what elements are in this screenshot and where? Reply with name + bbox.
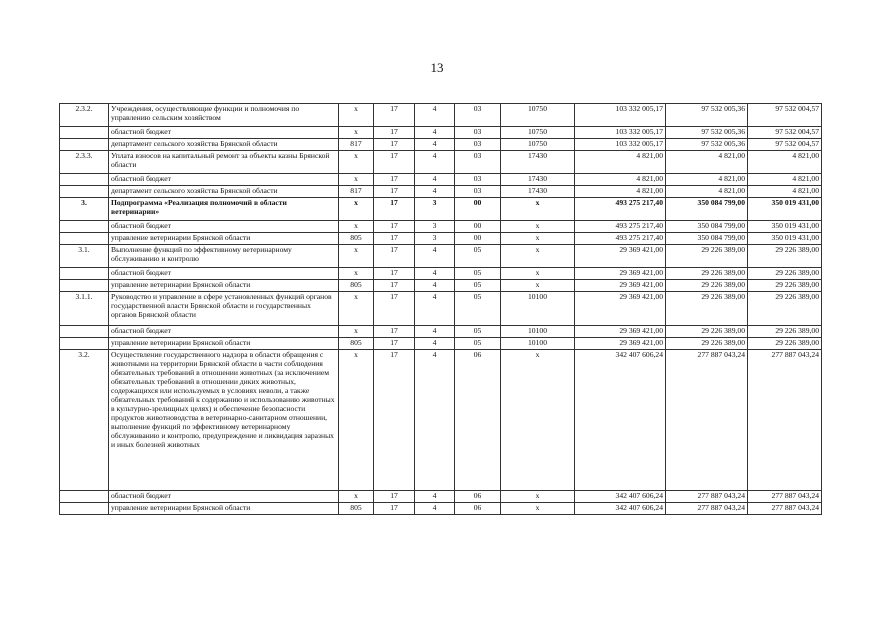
amount-year1-cell: 29 369 421,00	[575, 326, 666, 338]
grbs-cell: x	[339, 491, 374, 503]
program-cell: 17	[374, 350, 415, 491]
main-activity-cell: 00	[455, 198, 501, 221]
grbs-cell: 817	[339, 186, 374, 198]
program-cell: 17	[374, 326, 415, 338]
table-row	[60, 491, 822, 503]
row-name-cell: департамент сельского хозяйства Брянской области	[109, 139, 339, 151]
table-row	[60, 245, 822, 268]
grbs-cell: 805	[339, 338, 374, 350]
row-name-cell: областной бюджет	[109, 491, 339, 503]
row-number-cell	[60, 338, 109, 350]
amount-year1-cell: 103 332 005,17	[575, 127, 666, 139]
amount-year1-cell: 29 369 421,00	[575, 292, 666, 326]
table-row	[60, 174, 822, 186]
grbs-cell: x	[339, 292, 374, 326]
amount-year1-cell: 493 275 217,40	[575, 198, 666, 221]
amount-year3-cell: 97 532 004,57	[748, 104, 822, 127]
amount-year2-cell: 29 226 389,00	[666, 338, 748, 350]
row-number-cell	[60, 221, 109, 233]
subprogram-type-cell: 4	[415, 174, 455, 186]
subprogram-type-cell: 4	[415, 503, 455, 515]
row-name-cell: Руководство и управление в сфере установленных функций органов государственной власти Брянской области и государственных органов Брянской области	[109, 292, 339, 326]
row-name-cell: Учреждения, осуществляющие функции и полномочия по управлению сельским хозяйством	[109, 104, 339, 127]
grbs-cell: 805	[339, 503, 374, 515]
subprogram-type-cell: 4	[415, 292, 455, 326]
amount-year2-cell: 277 887 043,24	[666, 491, 748, 503]
grbs-cell: 817	[339, 139, 374, 151]
amount-year2-cell: 97 532 005,36	[666, 104, 748, 127]
main-activity-cell: 06	[455, 491, 501, 503]
amount-year2-cell: 97 532 005,36	[666, 127, 748, 139]
subprogram-type-cell: 4	[415, 326, 455, 338]
main-activity-cell: 03	[455, 174, 501, 186]
subprogram-type-cell: 4	[415, 268, 455, 280]
grbs-cell: 805	[339, 233, 374, 245]
program-cell: 17	[374, 292, 415, 326]
direction-cell: 17430	[501, 186, 575, 198]
amount-year1-cell: 342 407 606,24	[575, 491, 666, 503]
row-name-cell: управление ветеринарии Брянской области	[109, 338, 339, 350]
subprogram-type-cell: 4	[415, 338, 455, 350]
row-number-cell	[60, 268, 109, 280]
table-row	[60, 186, 822, 198]
table-row	[60, 326, 822, 338]
amount-year3-cell: 97 532 004,57	[748, 139, 822, 151]
amount-year3-cell: 29 226 389,00	[748, 268, 822, 280]
program-cell: 17	[374, 491, 415, 503]
program-cell: 17	[374, 338, 415, 350]
table-row	[60, 233, 822, 245]
row-name-cell: управление ветеринарии Брянской области	[109, 233, 339, 245]
amount-year3-cell: 277 887 043,24	[748, 491, 822, 503]
row-number-cell: 3.1.1.	[60, 292, 109, 326]
direction-cell: 10100	[501, 326, 575, 338]
program-cell: 17	[374, 221, 415, 233]
main-activity-cell: 03	[455, 186, 501, 198]
program-cell: 17	[374, 139, 415, 151]
main-activity-cell: 03	[455, 104, 501, 127]
main-activity-cell: 00	[455, 233, 501, 245]
grbs-cell: x	[339, 104, 374, 127]
grbs-cell: x	[339, 326, 374, 338]
row-number-cell	[60, 326, 109, 338]
row-name-cell: областной бюджет	[109, 221, 339, 233]
amount-year2-cell: 29 226 389,00	[666, 292, 748, 326]
program-cell: 17	[374, 198, 415, 221]
direction-cell: 10750	[501, 127, 575, 139]
amount-year1-cell: 103 332 005,17	[575, 139, 666, 151]
row-name-cell: областной бюджет	[109, 174, 339, 186]
main-activity-cell: 05	[455, 268, 501, 280]
subprogram-type-cell: 4	[415, 151, 455, 174]
table-row	[60, 151, 822, 174]
amount-year3-cell: 29 226 389,00	[748, 338, 822, 350]
main-activity-cell: 05	[455, 292, 501, 326]
program-cell: 17	[374, 127, 415, 139]
amount-year3-cell: 29 226 389,00	[748, 245, 822, 268]
row-name-cell: Осуществление государственного надзора в области обращения с животными на территории Брянской области в части соблюдения обязательных требований в отношении животных (за исключением обязательных требований в отношении диких животных, содержащихся или используемых в условиях неволи, а также обязательных требований к содержанию и использованию животных в культурно-зрелищных целях) и обеспечение безопасности продуктов животноводства в ветеринарно-санитарном отношении, выполнение функций по эффективному ветеринарному обслуживанию и контролю, предупреждение и ликвидация заразных и иных болезней животных	[109, 350, 339, 491]
amount-year3-cell: 277 887 043,24	[748, 350, 822, 491]
row-name-cell: Уплата взносов на капитальный ремонт за объекты казны Брянской области	[109, 151, 339, 174]
grbs-cell: x	[339, 127, 374, 139]
amount-year3-cell: 97 532 004,57	[748, 127, 822, 139]
row-number-cell	[60, 139, 109, 151]
program-cell: 17	[374, 151, 415, 174]
subprogram-type-cell: 3	[415, 233, 455, 245]
amount-year2-cell: 4 821,00	[666, 174, 748, 186]
row-number-cell	[60, 233, 109, 245]
direction-cell: x	[501, 268, 575, 280]
table-row	[60, 104, 822, 127]
amount-year2-cell: 97 532 005,36	[666, 139, 748, 151]
direction-cell: 10100	[501, 292, 575, 326]
amount-year3-cell: 350 019 431,00	[748, 233, 822, 245]
row-number-cell	[60, 127, 109, 139]
program-cell: 17	[374, 503, 415, 515]
amount-year1-cell: 342 407 606,24	[575, 350, 666, 491]
table-row	[60, 127, 822, 139]
grbs-cell: x	[339, 268, 374, 280]
direction-cell: x	[501, 350, 575, 491]
row-number-cell	[60, 174, 109, 186]
budget-table-body	[60, 104, 822, 515]
grbs-cell: x	[339, 198, 374, 221]
main-activity-cell: 03	[455, 139, 501, 151]
amount-year2-cell: 29 226 389,00	[666, 268, 748, 280]
direction-cell: 10100	[501, 338, 575, 350]
amount-year1-cell: 493 275 217,40	[575, 221, 666, 233]
amount-year2-cell: 277 887 043,24	[666, 503, 748, 515]
amount-year2-cell: 277 887 043,24	[666, 350, 748, 491]
main-activity-cell: 05	[455, 338, 501, 350]
direction-cell: x	[501, 221, 575, 233]
amount-year1-cell: 29 369 421,00	[575, 280, 666, 292]
table-row	[60, 292, 822, 326]
direction-cell: 17430	[501, 174, 575, 186]
amount-year2-cell: 350 084 799,00	[666, 198, 748, 221]
amount-year1-cell: 103 332 005,17	[575, 104, 666, 127]
row-number-cell	[60, 491, 109, 503]
subprogram-type-cell: 4	[415, 127, 455, 139]
table-row	[60, 280, 822, 292]
direction-cell: x	[501, 245, 575, 268]
row-number-cell: 3.1.	[60, 245, 109, 268]
amount-year2-cell: 29 226 389,00	[666, 280, 748, 292]
amount-year1-cell: 342 407 606,24	[575, 503, 666, 515]
amount-year2-cell: 350 084 799,00	[666, 233, 748, 245]
grbs-cell: 805	[339, 280, 374, 292]
main-activity-cell: 06	[455, 503, 501, 515]
amount-year1-cell: 493 275 217,40	[575, 233, 666, 245]
subprogram-type-cell: 4	[415, 350, 455, 491]
row-name-cell: Подпрограмма «Реализация полномочий в области ветеринарии»	[109, 198, 339, 221]
amount-year1-cell: 29 369 421,00	[575, 338, 666, 350]
grbs-cell: x	[339, 151, 374, 174]
grbs-cell: x	[339, 350, 374, 491]
budget-table	[59, 103, 822, 515]
subprogram-type-cell: 3	[415, 221, 455, 233]
amount-year3-cell: 29 226 389,00	[748, 292, 822, 326]
amount-year3-cell: 350 019 431,00	[748, 198, 822, 221]
row-number-cell	[60, 280, 109, 292]
row-name-cell: управление ветеринарии Брянской области	[109, 503, 339, 515]
row-name-cell: областной бюджет	[109, 127, 339, 139]
main-activity-cell: 05	[455, 245, 501, 268]
amount-year3-cell: 277 887 043,24	[748, 503, 822, 515]
row-number-cell: 2.3.3.	[60, 151, 109, 174]
amount-year1-cell: 4 821,00	[575, 151, 666, 174]
row-number-cell: 3.	[60, 198, 109, 221]
table-row	[60, 338, 822, 350]
amount-year3-cell: 350 019 431,00	[748, 221, 822, 233]
row-number-cell: 2.3.2.	[60, 104, 109, 127]
row-name-cell: управление ветеринарии Брянской области	[109, 280, 339, 292]
amount-year3-cell: 4 821,00	[748, 186, 822, 198]
row-name-cell: областной бюджет	[109, 326, 339, 338]
amount-year3-cell: 29 226 389,00	[748, 280, 822, 292]
direction-cell: 17430	[501, 151, 575, 174]
main-activity-cell: 05	[455, 326, 501, 338]
amount-year3-cell: 4 821,00	[748, 174, 822, 186]
row-name-cell: департамент сельского хозяйства Брянской области	[109, 186, 339, 198]
row-number-cell	[60, 503, 109, 515]
amount-year2-cell: 350 084 799,00	[666, 221, 748, 233]
amount-year2-cell: 29 226 389,00	[666, 326, 748, 338]
amount-year3-cell: 4 821,00	[748, 151, 822, 174]
row-number-cell	[60, 186, 109, 198]
table-row	[60, 221, 822, 233]
program-cell: 17	[374, 245, 415, 268]
amount-year2-cell: 4 821,00	[666, 186, 748, 198]
grbs-cell: x	[339, 221, 374, 233]
table-row	[60, 268, 822, 280]
subprogram-type-cell: 4	[415, 280, 455, 292]
amount-year3-cell: 29 226 389,00	[748, 326, 822, 338]
row-number-cell: 3.2.	[60, 350, 109, 491]
table-row	[60, 198, 822, 221]
direction-cell: x	[501, 280, 575, 292]
table-row	[60, 139, 822, 151]
table-row	[60, 503, 822, 515]
direction-cell: x	[501, 233, 575, 245]
main-activity-cell: 00	[455, 221, 501, 233]
page-number: 13	[430, 60, 444, 75]
row-name-cell: областной бюджет	[109, 268, 339, 280]
subprogram-type-cell: 4	[415, 139, 455, 151]
amount-year2-cell: 4 821,00	[666, 151, 748, 174]
row-name-cell: Выполнение функций по эффективному ветеринарному обслуживанию и контролю	[109, 245, 339, 268]
direction-cell: x	[501, 503, 575, 515]
subprogram-type-cell: 4	[415, 186, 455, 198]
amount-year2-cell: 29 226 389,00	[666, 245, 748, 268]
direction-cell: x	[501, 198, 575, 221]
direction-cell: x	[501, 491, 575, 503]
program-cell: 17	[374, 186, 415, 198]
grbs-cell: x	[339, 245, 374, 268]
direction-cell: 10750	[501, 139, 575, 151]
main-activity-cell: 03	[455, 127, 501, 139]
amount-year1-cell: 29 369 421,00	[575, 245, 666, 268]
subprogram-type-cell: 4	[415, 491, 455, 503]
main-activity-cell: 06	[455, 350, 501, 491]
program-cell: 17	[374, 233, 415, 245]
grbs-cell: x	[339, 174, 374, 186]
direction-cell: 10750	[501, 104, 575, 127]
program-cell: 17	[374, 104, 415, 127]
main-activity-cell: 03	[455, 151, 501, 174]
subprogram-type-cell: 4	[415, 104, 455, 127]
program-cell: 17	[374, 280, 415, 292]
amount-year1-cell: 4 821,00	[575, 186, 666, 198]
amount-year1-cell: 4 821,00	[575, 174, 666, 186]
subprogram-type-cell: 3	[415, 198, 455, 221]
amount-year1-cell: 29 369 421,00	[575, 268, 666, 280]
subprogram-type-cell: 4	[415, 245, 455, 268]
main-activity-cell: 05	[455, 280, 501, 292]
program-cell: 17	[374, 268, 415, 280]
table-row	[60, 350, 822, 491]
program-cell: 17	[374, 174, 415, 186]
